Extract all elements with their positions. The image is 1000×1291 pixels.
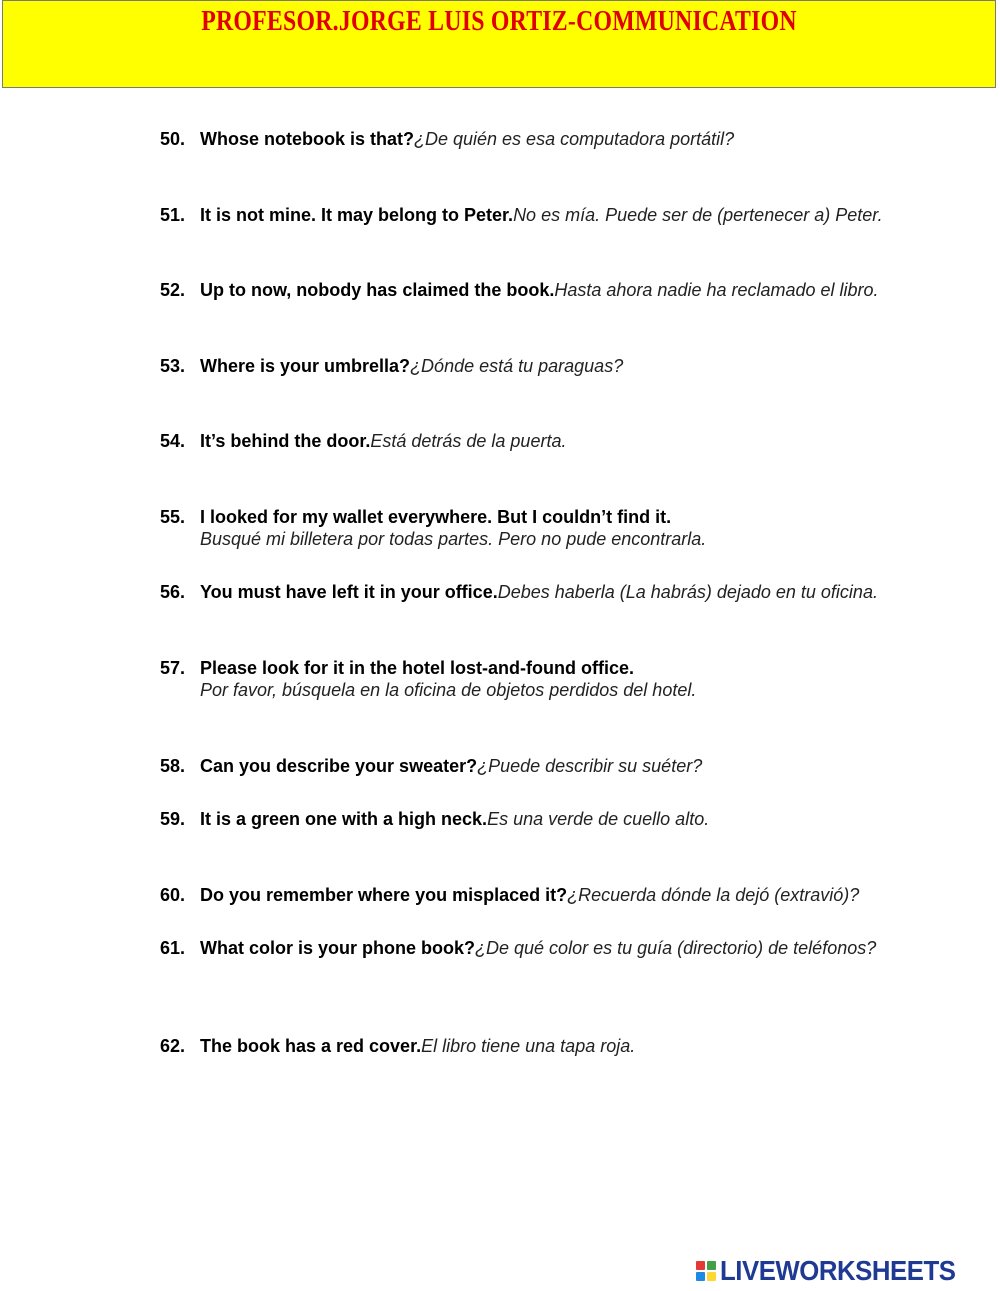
item-number: 59. xyxy=(160,809,186,829)
english-sentence: You must have left it in your office. xyxy=(200,582,498,602)
list-item xyxy=(160,581,980,603)
logo-square xyxy=(707,1261,716,1270)
list-item xyxy=(160,755,980,777)
list-item xyxy=(160,808,980,830)
header-banner xyxy=(2,0,996,88)
item-number: 60. xyxy=(160,885,186,905)
logo-grid-icon xyxy=(696,1261,716,1281)
item-number: 51. xyxy=(160,205,186,225)
english-sentence: I looked for my wallet everywhere. But I couldn’t find it. xyxy=(200,507,672,527)
list-item xyxy=(160,430,980,452)
logo-square xyxy=(707,1272,716,1281)
item-number: 61. xyxy=(160,938,186,958)
item-number: 62. xyxy=(160,1036,186,1056)
item-number: 58. xyxy=(160,756,186,776)
english-sentence: It’s behind the door. xyxy=(200,431,371,451)
spanish-translation: ¿Dónde está tu paraguas? xyxy=(410,356,624,376)
english-sentence: The book has a red cover. xyxy=(200,1036,422,1056)
english-sentence: What color is your phone book? xyxy=(200,938,476,958)
spanish-translation: Es una verde de cuello alto. xyxy=(487,809,710,829)
spanish-translation: ¿Recuerda dónde la dejó (extravió)? xyxy=(567,885,860,905)
english-sentence: Do you remember where you misplaced it? xyxy=(200,885,568,905)
item-number: 55. xyxy=(160,507,186,527)
item-number: 54. xyxy=(160,431,186,451)
spanish-translation: Hasta ahora nadie ha reclamado el libro. xyxy=(554,280,879,300)
list-item xyxy=(160,506,980,550)
list-item xyxy=(160,128,980,150)
english-sentence: Can you describe your sweater? xyxy=(200,756,478,776)
english-sentence: Whose notebook is that? xyxy=(200,129,414,149)
english-sentence: Please look for it in the hotel lost-and-found office. xyxy=(200,658,635,678)
spanish-translation: El libro tiene una tapa roja. xyxy=(421,1036,636,1056)
item-number: 56. xyxy=(160,582,186,602)
spanish-translation: ¿Puede describir su suéter? xyxy=(477,756,703,776)
spanish-translation: ¿De qué color es tu guía (directorio) de teléfonos? xyxy=(475,938,877,958)
logo-square xyxy=(696,1272,705,1281)
spanish-translation: ¿De quién es esa computadora portátil? xyxy=(414,129,735,149)
item-number: 53. xyxy=(160,356,186,376)
item-number: 57. xyxy=(160,658,186,678)
spanish-translation: No es mía. Puede ser de (pertenecer a) Peter. xyxy=(513,205,883,225)
english-sentence: Up to now, nobody has claimed the book. xyxy=(200,280,555,300)
english-sentence: It is not mine. It may belong to Peter. xyxy=(200,205,514,225)
item-number: 52. xyxy=(160,280,186,300)
spanish-translation: Está detrás de la puerta. xyxy=(370,431,567,451)
spanish-translation: Por favor, búsquela en la oficina de objetos perdidos del hotel. xyxy=(200,680,697,700)
spanish-translation: Busqué mi billetera por todas partes. Pero no pude encontrarla. xyxy=(200,529,707,549)
list-item xyxy=(160,204,980,226)
list-item xyxy=(160,1035,980,1057)
spanish-translation: Debes haberla (La habrás) dejado en tu oficina. xyxy=(497,582,878,602)
page-title: PROFESOR.JORGE LUIS ORTIZ-COMMUNICATION xyxy=(201,5,797,37)
list-item xyxy=(160,937,980,959)
logo-square xyxy=(696,1261,705,1270)
list-item xyxy=(160,657,980,701)
logo-text: LIVEWORKSHEETS xyxy=(720,1255,956,1286)
item-number: 50. xyxy=(160,129,186,149)
list-item xyxy=(160,279,980,301)
list-item xyxy=(160,884,980,906)
list-item xyxy=(160,355,980,377)
english-sentence: Where is your umbrella? xyxy=(200,356,411,376)
liveworksheets-logo xyxy=(696,1257,976,1285)
english-sentence: It is a green one with a high neck. xyxy=(200,809,488,829)
